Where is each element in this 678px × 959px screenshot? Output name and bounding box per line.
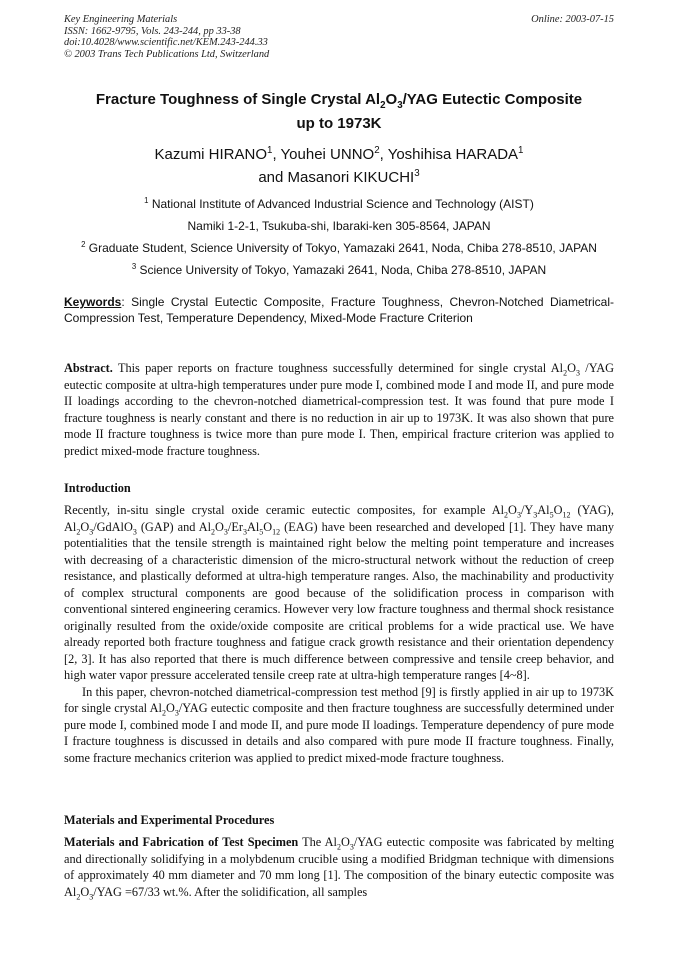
affiliation-3 xyxy=(56,259,622,281)
author-name: and Masanori KIKUCHI xyxy=(258,169,415,186)
paragraph xyxy=(64,684,614,767)
author-sup: 1 xyxy=(267,145,273,156)
abstract-sub: 2 xyxy=(563,368,568,378)
journal-header xyxy=(64,14,269,60)
text: /Er xyxy=(227,519,243,534)
text: O xyxy=(80,519,90,534)
text: (EAG) have been researched and developed [1]. They have many potentialities that the tensile strength is maintained right below the melting point temperature and increases with decreasing of a characteristic dimension of the micro-structural network without the reduction of creep resistance, and plastically deformed at ultra-high temperature ranges. Also, the machinability and productivity of complex structural components are good because of the solidification process in comparison with conventional sintered engineering ceramics. However very low fracture toughness and thermal shock resistance originally resulted from the oxide/oxide composite are critical problems for a wide practical use. We have already reported both fracture toughness and fatigue crack growth resistance and their orientation dependency [2, 3]. It has also reported that there is much difference between compressive and tensile creep behavior, and high water vapor pressure accelerated tensile creep rate at ultra-high temperature ranges [4~8]. xyxy=(64,519,614,682)
affiliations xyxy=(56,193,622,281)
text: O xyxy=(263,519,273,534)
title-text: Fracture Toughness of Single Crystal Al xyxy=(95,91,381,108)
text: Recently, in-situ single crystal oxide ceramic eutectic composites, for example Al xyxy=(64,503,505,517)
sub: 3 xyxy=(174,708,179,718)
author-name: , Yoshihisa HARADA xyxy=(379,146,519,163)
title-text: O xyxy=(385,91,398,108)
sub: 3 xyxy=(89,526,94,536)
paragraph xyxy=(64,502,614,684)
affil-text: Graduate Student, Science University of Tokyo, Yamazaki 2641, Noda, Chiba 278-8510, JAPAN xyxy=(85,241,597,255)
abstract-text: O xyxy=(567,361,576,375)
text: In this paper, chevron-notched diametrical-compression test method [9] is firstly applied in air up to 1973K for single crystal Al xyxy=(64,684,614,715)
text: O xyxy=(80,884,90,899)
section-heading-materials: Materials and Experimental Procedures xyxy=(64,813,275,827)
issn-line: ISSN: 1662-9795, Vols. 243-244, pp 33-38 xyxy=(64,25,241,37)
sub: 5 xyxy=(549,510,554,520)
text: Al xyxy=(246,519,260,534)
sub: 2 xyxy=(76,891,81,901)
copyright-line: © 2003 Trans Tech Publications Ltd, Switzerland xyxy=(64,48,270,60)
affil-text: National Institute of Advanced Industrial Science and Technology (AIST) xyxy=(148,197,534,211)
sub: 3 xyxy=(132,526,137,536)
paper-title xyxy=(64,88,614,136)
sub: 12 xyxy=(562,510,571,520)
title-sub: 3 xyxy=(397,100,403,111)
keywords-label: Keywords xyxy=(64,295,122,309)
title-sub: 2 xyxy=(380,100,386,111)
abstract-text: This paper reports on fracture toughness successfully determined for single crystal Al xyxy=(112,361,564,375)
introduction-body xyxy=(64,502,614,766)
sub: 3 xyxy=(516,510,521,520)
affil-sup: 2 xyxy=(81,240,86,249)
text: /YAG eutectic composite and then fracture toughness are successfully determined under pure mode I, combined mode I and mode II, and pure mode II loadings. Temperature dependency of pure mode I fracture toughness is discussed in details and also compared with pure mode II fracture toughness. Finally, some fracture mechanics criterion was applied to predict mixed-mode fracture toughness. xyxy=(64,701,614,765)
text: O xyxy=(553,503,563,517)
affiliation-1 xyxy=(56,193,622,215)
sub: 3 xyxy=(89,891,94,901)
sub: 2 xyxy=(76,526,81,536)
abstract xyxy=(64,360,614,459)
text: O xyxy=(340,835,350,849)
sub: 5 xyxy=(259,526,264,536)
affil-sup: 3 xyxy=(131,262,137,271)
subsection-heading: Materials and Fabrication of Test Specimen xyxy=(64,835,299,849)
online-date: Online: 2003-07-15 xyxy=(531,14,614,25)
sub: 12 xyxy=(272,526,281,536)
affil-sup: 1 xyxy=(144,196,149,205)
sub: 2 xyxy=(504,510,509,520)
sub: 3 xyxy=(223,526,228,536)
sub: 3 xyxy=(349,842,354,852)
affiliation-1-address: Namiki 1-2-1, Tsukuba-shi, Ibaraki-ken 305-8564, JAPAN xyxy=(187,219,491,233)
sub: 3 xyxy=(533,510,538,520)
sub: 2 xyxy=(161,708,166,718)
text: O xyxy=(165,701,175,715)
keywords-text: : Single Crystal Eutectic Composite, Fracture Toughness, Chevron-Notched Diametrical-Compression Test, Temperature Dependency, Mixed-Mode Fracture Criterion xyxy=(64,295,614,325)
abstract-text: /YAG eutectic composite at ultra-high temperatures under pure mode I, combined mode I and mode II, and pure mode II loadings according to the chevron-notched diametrical-compression test. It was found that pure mode I fracture toughness is nearly constant and there is no reduction in air up to 1973K. It was also shown that pure mode II fracture toughness is twice more than pure mode I. Then, empirical fracture criterion was applied to predict mixed-mode fracture toughness. xyxy=(64,361,614,458)
keywords xyxy=(64,294,614,326)
sub: 2 xyxy=(336,842,341,852)
text: /Y xyxy=(520,503,534,517)
author-sup: 3 xyxy=(414,168,420,179)
affiliation-2 xyxy=(56,237,622,259)
text: /YAG =67/33 wt.%. After the solidification, all samples xyxy=(93,884,368,899)
journal-name: Key Engineering Materials xyxy=(64,14,178,25)
author-list xyxy=(64,143,614,189)
author-name: Kazumi HIRANO xyxy=(154,146,268,163)
author-name: , Youhei UNNO xyxy=(272,146,375,163)
text: (YAG), Al xyxy=(64,503,614,534)
text: The Al xyxy=(298,835,337,849)
text: O xyxy=(215,519,224,534)
affil-text: Science University of Tokyo, Yamazaki 2641, Noda, Chiba 278-8510, JAPAN xyxy=(136,263,547,277)
text: (GAP) and Al xyxy=(136,519,212,534)
section-heading-introduction: Introduction xyxy=(64,481,131,495)
materials-body xyxy=(64,834,614,900)
sub: 2 xyxy=(211,526,216,536)
doi-line: doi:10.4028/www.scientific.net/KEM.243-244.33 xyxy=(64,37,268,48)
abstract-sub: 3 xyxy=(575,368,580,378)
author-sup: 2 xyxy=(374,145,380,156)
abstract-label: Abstract. xyxy=(64,361,113,375)
author-sup: 1 xyxy=(518,145,524,156)
title-text: /YAG Eutectic Composite xyxy=(402,91,583,108)
text: /GdAlO xyxy=(93,519,133,534)
text: O xyxy=(508,503,517,517)
text: Al xyxy=(537,503,550,517)
sub: 3 xyxy=(242,526,247,536)
title-line2: up to 1973K xyxy=(296,115,382,132)
text: /YAG eutectic composite was fabricated by melting and directionally solidifying in a molybdenum crucible using a modified Bridgman technique with dimensions of approximately 40 mm diameter and 70 mm long [1]. The composition of the binary eutectic composite was Al xyxy=(64,835,614,899)
